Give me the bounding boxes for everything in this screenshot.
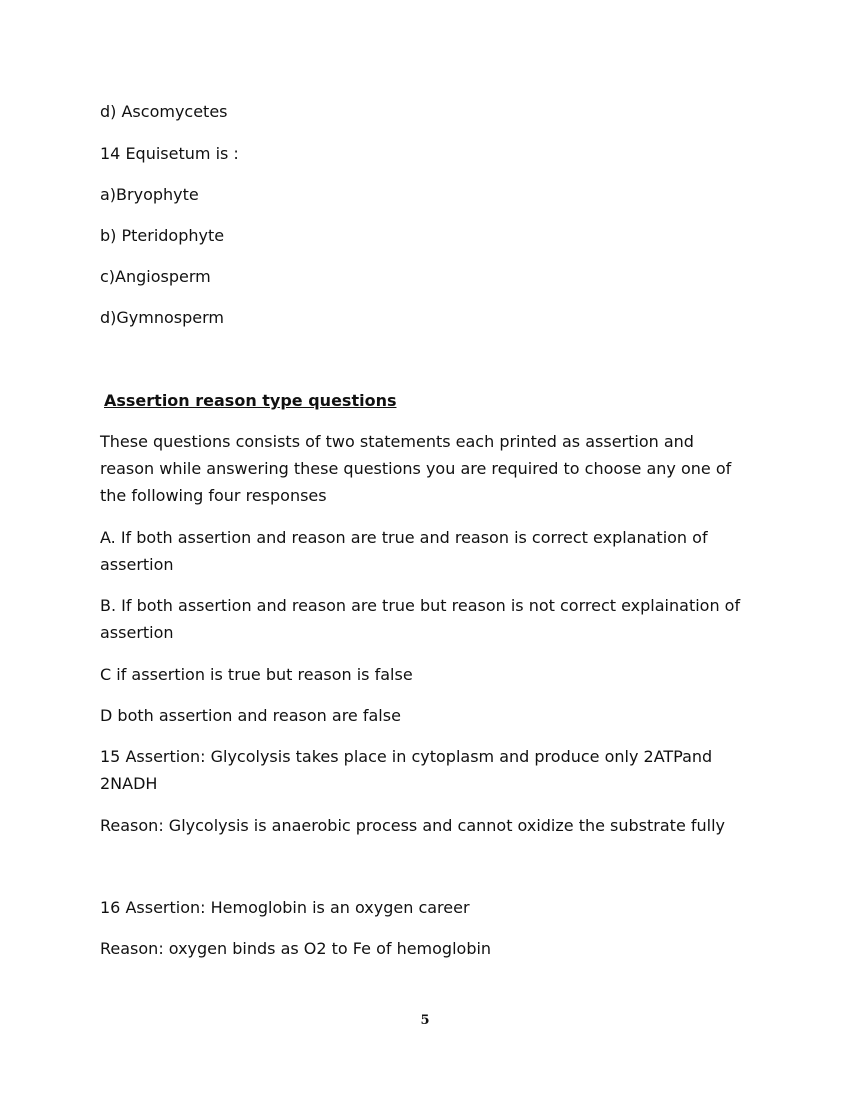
question-14: 14 Equisetum is : [100, 144, 239, 163]
question-15-reason: Reason: Glycolysis is anaerobic process and cannot oxidize the substrate fully [100, 816, 725, 835]
option-d-gymnosperm: d)Gymnosperm [100, 308, 224, 327]
option-a-bryophyte: a)Bryophyte [100, 185, 199, 204]
response-c: C if assertion is true but reason is false [100, 665, 413, 684]
question-16-assertion: 16 Assertion: Hemoglobin is an oxygen career [100, 898, 470, 917]
section-instructions: These questions consists of two statements each printed as assertion and reason while answering these questions you are required to choose any one of the following four responses [100, 432, 732, 505]
question-15-assertion: 15 Assertion: Glycolysis takes place in cytoplasm and produce only 2ATPand 2NADH [100, 747, 713, 793]
response-d: D both assertion and reason are false [100, 706, 401, 725]
question-16-reason: Reason: oxygen binds as O2 to Fe of hemoglobin [100, 939, 492, 958]
response-a: A. If both assertion and reason are true and reason is correct explanation of assertion [100, 528, 708, 574]
section-heading: Assertion reason type questions [104, 391, 397, 410]
option-b-pteridophyte: b) Pteridophyte [100, 226, 225, 245]
response-b: B. If both assertion and reason are true but reason is not correct explaination of assertion [100, 596, 741, 642]
option-c-angiosperm: c)Angiosperm [100, 267, 211, 286]
option-d-ascomycetes: d) Ascomycetes [100, 102, 228, 121]
page-number: 5 [420, 1013, 430, 1028]
